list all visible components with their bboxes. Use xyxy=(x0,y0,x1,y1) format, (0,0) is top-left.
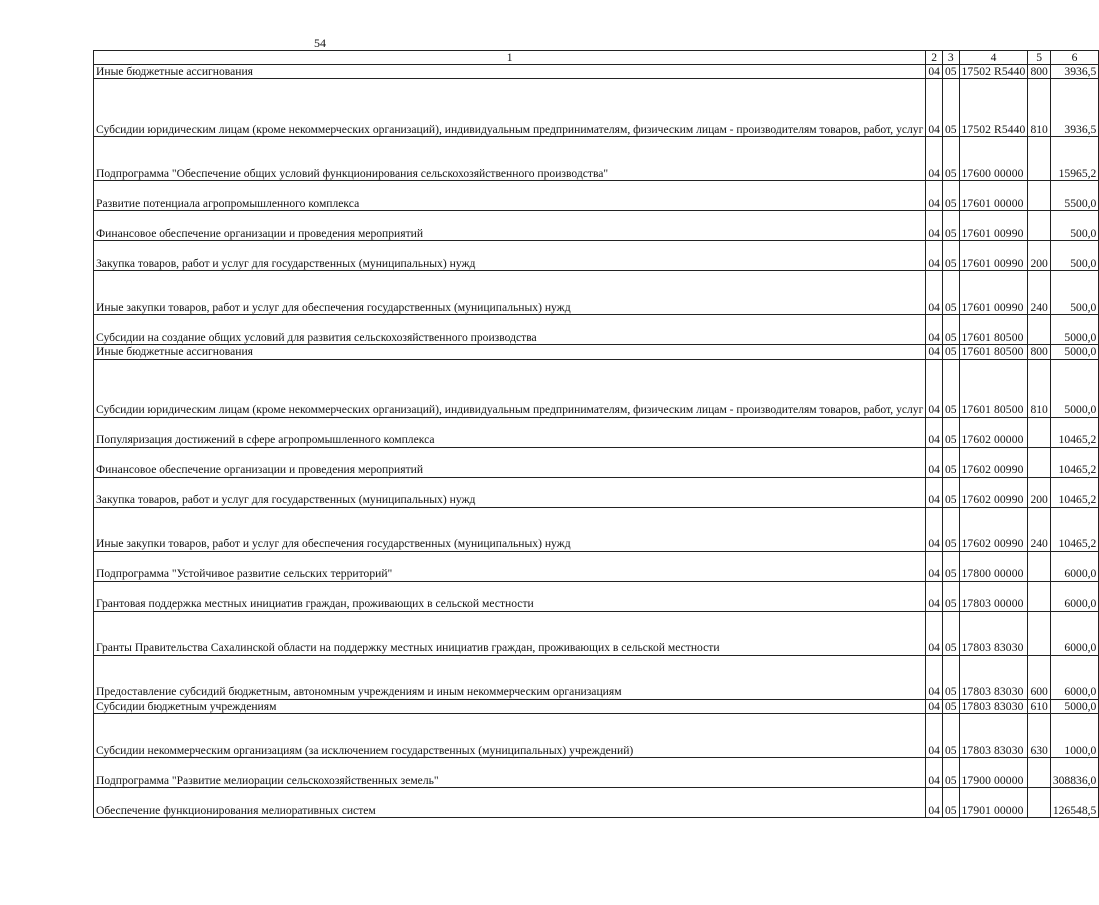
cell-section: 04 xyxy=(926,271,943,315)
cell-amount: 308836,0 xyxy=(1050,757,1098,787)
cell-target-code: 17502 R5440 xyxy=(959,65,1028,79)
cell-expense-type: 800 xyxy=(1028,65,1050,79)
cell-section: 04 xyxy=(926,211,943,241)
cell-name: Популяризация достижений в сфере агропромышленного комплекса xyxy=(94,417,926,447)
cell-amount: 5000,0 xyxy=(1050,315,1098,345)
cell-subsection: 05 xyxy=(942,655,959,699)
cell-target-code: 17601 80500 xyxy=(959,359,1028,417)
table-row xyxy=(94,79,1099,137)
cell-target-code: 17601 80500 xyxy=(959,315,1028,345)
cell-name: Подпрограмма "Развитие мелиорации сельскохозяйственных земель" xyxy=(94,757,926,787)
cell-subsection: 05 xyxy=(942,65,959,79)
cell-target-code: 17602 00000 xyxy=(959,417,1028,447)
cell-target-code: 17602 00990 xyxy=(959,477,1028,507)
cell-amount: 126548,5 xyxy=(1050,787,1098,817)
cell-subsection: 05 xyxy=(942,417,959,447)
cell-section: 04 xyxy=(926,79,943,137)
cell-target-code: 17601 00990 xyxy=(959,271,1028,315)
cell-section: 04 xyxy=(926,713,943,757)
table-row xyxy=(94,507,1099,551)
cell-section: 04 xyxy=(926,787,943,817)
budget-table xyxy=(93,50,1099,818)
cell-name: Финансовое обеспечение организации и проведения мероприятий xyxy=(94,211,926,241)
cell-subsection: 05 xyxy=(942,551,959,581)
page-number: 54 xyxy=(314,36,326,50)
cell-name: Иные бюджетные ассигнования xyxy=(94,65,926,79)
table-row xyxy=(94,65,1099,79)
cell-subsection: 05 xyxy=(942,79,959,137)
cell-amount: 500,0 xyxy=(1050,271,1098,315)
table-row xyxy=(94,181,1099,211)
cell-name: Грантовая поддержка местных инициатив граждан, проживающих в сельской местности xyxy=(94,581,926,611)
cell-amount: 3936,5 xyxy=(1050,65,1098,79)
cell-expense-type: 600 xyxy=(1028,655,1050,699)
cell-target-code: 17803 83030 xyxy=(959,655,1028,699)
cell-subsection: 05 xyxy=(942,315,959,345)
cell-target-code: 17803 83030 xyxy=(959,699,1028,713)
cell-target-code: 17502 R5440 xyxy=(959,79,1028,137)
cell-section: 04 xyxy=(926,359,943,417)
cell-target-code: 17900 00000 xyxy=(959,757,1028,787)
cell-section: 04 xyxy=(926,315,943,345)
table-row xyxy=(94,241,1099,271)
cell-section: 04 xyxy=(926,137,943,181)
cell-expense-type: 800 xyxy=(1028,345,1050,359)
cell-amount: 10465,2 xyxy=(1050,507,1098,551)
cell-subsection: 05 xyxy=(942,477,959,507)
cell-target-code: 17803 83030 xyxy=(959,611,1028,655)
cell-subsection: 05 xyxy=(942,211,959,241)
cell-target-code: 17601 00990 xyxy=(959,211,1028,241)
cell-name: Иные закупки товаров, работ и услуг для обеспечения государственных (муниципальных) нужд xyxy=(94,271,926,315)
cell-name: Субсидии юридическим лицам (кроме некоммерческих организаций), индивидуальным предпринимателям, физическим лицам - производителям товаров, работ, услуг xyxy=(94,359,926,417)
cell-target-code: 17803 00000 xyxy=(959,581,1028,611)
column-header-6: 6 xyxy=(1050,51,1098,65)
cell-target-code: 17601 00990 xyxy=(959,241,1028,271)
cell-name: Иные закупки товаров, работ и услуг для обеспечения государственных (муниципальных) нужд xyxy=(94,507,926,551)
column-header-3: 3 xyxy=(942,51,959,65)
cell-subsection: 05 xyxy=(942,359,959,417)
cell-subsection: 05 xyxy=(942,581,959,611)
cell-subsection: 05 xyxy=(942,181,959,211)
cell-expense-type xyxy=(1028,417,1050,447)
table-header-row xyxy=(94,51,1099,65)
cell-amount: 1000,0 xyxy=(1050,713,1098,757)
cell-name: Субсидии юридическим лицам (кроме некоммерческих организаций), индивидуальным предпринимателям, физическим лицам - производителям товаров, работ, услуг xyxy=(94,79,926,137)
cell-amount: 5500,0 xyxy=(1050,181,1098,211)
cell-section: 04 xyxy=(926,477,943,507)
cell-amount: 6000,0 xyxy=(1050,611,1098,655)
cell-amount: 6000,0 xyxy=(1050,581,1098,611)
cell-name: Подпрограмма "Обеспечение общих условий функционирования сельскохозяйственного производства" xyxy=(94,137,926,181)
cell-section: 04 xyxy=(926,507,943,551)
column-header-4: 4 xyxy=(959,51,1028,65)
cell-expense-type: 240 xyxy=(1028,271,1050,315)
cell-amount: 5000,0 xyxy=(1050,345,1098,359)
cell-section: 04 xyxy=(926,241,943,271)
table-row xyxy=(94,551,1099,581)
cell-target-code: 17600 00000 xyxy=(959,137,1028,181)
cell-expense-type: 200 xyxy=(1028,241,1050,271)
cell-subsection: 05 xyxy=(942,699,959,713)
cell-section: 04 xyxy=(926,757,943,787)
cell-expense-type xyxy=(1028,315,1050,345)
cell-section: 04 xyxy=(926,699,943,713)
cell-expense-type xyxy=(1028,581,1050,611)
cell-expense-type xyxy=(1028,447,1050,477)
cell-section: 04 xyxy=(926,65,943,79)
cell-expense-type xyxy=(1028,137,1050,181)
cell-section: 04 xyxy=(926,417,943,447)
cell-target-code: 17901 00000 xyxy=(959,787,1028,817)
cell-subsection: 05 xyxy=(942,241,959,271)
cell-subsection: 05 xyxy=(942,137,959,181)
table-row xyxy=(94,345,1099,359)
cell-amount: 5000,0 xyxy=(1050,699,1098,713)
cell-name: Предоставление субсидий бюджетным, автономным учреждениям и иным некоммерческим организациям xyxy=(94,655,926,699)
cell-expense-type xyxy=(1028,181,1050,211)
cell-section: 04 xyxy=(926,181,943,211)
cell-section: 04 xyxy=(926,655,943,699)
cell-name: Иные бюджетные ассигнования xyxy=(94,345,926,359)
cell-name: Субсидии на создание общих условий для развития сельскохозяйственного производства xyxy=(94,315,926,345)
cell-subsection: 05 xyxy=(942,757,959,787)
cell-section: 04 xyxy=(926,581,943,611)
cell-target-code: 17800 00000 xyxy=(959,551,1028,581)
cell-expense-type: 810 xyxy=(1028,79,1050,137)
table-row xyxy=(94,581,1099,611)
cell-section: 04 xyxy=(926,345,943,359)
cell-target-code: 17602 00990 xyxy=(959,507,1028,551)
cell-subsection: 05 xyxy=(942,345,959,359)
cell-amount: 500,0 xyxy=(1050,211,1098,241)
cell-subsection: 05 xyxy=(942,507,959,551)
table-row xyxy=(94,713,1099,757)
cell-section: 04 xyxy=(926,551,943,581)
cell-subsection: 05 xyxy=(942,611,959,655)
cell-expense-type xyxy=(1028,757,1050,787)
cell-subsection: 05 xyxy=(942,271,959,315)
cell-name: Подпрограмма "Устойчивое развитие сельских территорий" xyxy=(94,551,926,581)
cell-expense-type: 810 xyxy=(1028,359,1050,417)
cell-amount: 15965,2 xyxy=(1050,137,1098,181)
cell-target-code: 17601 80500 xyxy=(959,345,1028,359)
table-row xyxy=(94,315,1099,345)
cell-amount: 6000,0 xyxy=(1050,655,1098,699)
cell-subsection: 05 xyxy=(942,787,959,817)
table-row xyxy=(94,417,1099,447)
cell-expense-type: 630 xyxy=(1028,713,1050,757)
cell-name: Гранты Правительства Сахалинской области на поддержку местных инициатив граждан, проживающих в сельской местности xyxy=(94,611,926,655)
table-row xyxy=(94,211,1099,241)
cell-expense-type xyxy=(1028,211,1050,241)
cell-section: 04 xyxy=(926,611,943,655)
table-row xyxy=(94,611,1099,655)
cell-expense-type xyxy=(1028,611,1050,655)
table-row xyxy=(94,699,1099,713)
cell-target-code: 17803 83030 xyxy=(959,713,1028,757)
cell-amount: 10465,2 xyxy=(1050,417,1098,447)
cell-subsection: 05 xyxy=(942,713,959,757)
cell-name: Развитие потенциала агропромышленного комплекса xyxy=(94,181,926,211)
cell-amount: 5000,0 xyxy=(1050,359,1098,417)
table-row xyxy=(94,359,1099,417)
cell-amount: 500,0 xyxy=(1050,241,1098,271)
cell-name: Финансовое обеспечение организации и проведения мероприятий xyxy=(94,447,926,477)
cell-expense-type xyxy=(1028,787,1050,817)
cell-subsection: 05 xyxy=(942,447,959,477)
column-header-1: 1 xyxy=(94,51,926,65)
cell-target-code: 17602 00990 xyxy=(959,447,1028,477)
cell-expense-type: 610 xyxy=(1028,699,1050,713)
cell-name: Субсидии некоммерческим организациям (за исключением государственных (муниципальных) учреждений) xyxy=(94,713,926,757)
table-row xyxy=(94,757,1099,787)
cell-amount: 10465,2 xyxy=(1050,447,1098,477)
cell-name: Закупка товаров, работ и услуг для государственных (муниципальных) нужд xyxy=(94,241,926,271)
column-header-2: 2 xyxy=(926,51,943,65)
cell-expense-type xyxy=(1028,551,1050,581)
table-row xyxy=(94,477,1099,507)
column-header-5: 5 xyxy=(1028,51,1050,65)
cell-name: Закупка товаров, работ и услуг для государственных (муниципальных) нужд xyxy=(94,477,926,507)
cell-amount: 6000,0 xyxy=(1050,551,1098,581)
cell-target-code: 17601 00000 xyxy=(959,181,1028,211)
cell-amount: 10465,2 xyxy=(1050,477,1098,507)
cell-amount: 3936,5 xyxy=(1050,79,1098,137)
table-row xyxy=(94,655,1099,699)
table-row xyxy=(94,271,1099,315)
cell-name: Обеспечение функционирования мелиоративных систем xyxy=(94,787,926,817)
cell-name: Субсидии бюджетным учреждениям xyxy=(94,699,926,713)
cell-expense-type: 240 xyxy=(1028,507,1050,551)
table-row xyxy=(94,447,1099,477)
table-row xyxy=(94,137,1099,181)
cell-expense-type: 200 xyxy=(1028,477,1050,507)
table-row xyxy=(94,787,1099,817)
cell-section: 04 xyxy=(926,447,943,477)
